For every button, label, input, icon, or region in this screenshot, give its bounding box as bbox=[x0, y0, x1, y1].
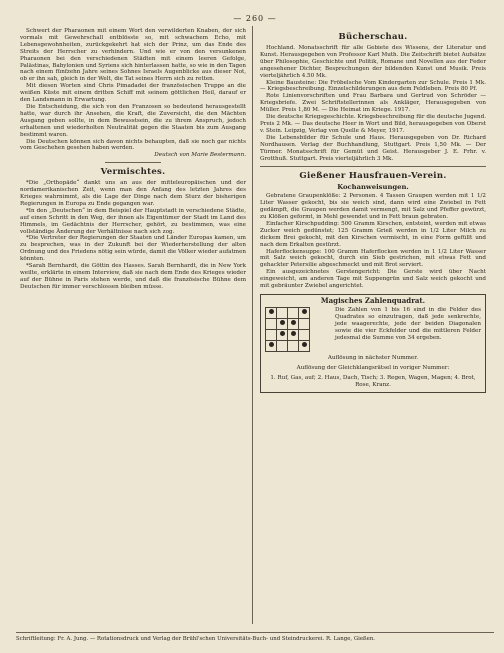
puzzle-note: Auflösung in nächster Nummer. bbox=[327, 354, 419, 361]
puzzle-description: Die Zahlen von 1 bis 16 sind in die Felder des Quadrates so einzutragen, daß jede senkrechte, jede waagerechte, jede der beiden Diagonalen sowie die vier Eckfelder und die mittleren Felder jedesmal die Summe von 34 ergeben. bbox=[335, 306, 481, 341]
article-paragraph: Die Deutschen können sich davon nichts behaupten, daß sie noch gar nichts vom Geschehen gesehen haben werden. bbox=[20, 138, 246, 152]
dot-icon bbox=[269, 342, 274, 347]
grid-cell bbox=[266, 329, 277, 340]
section-heading-vermischtes: Vermischtes. bbox=[100, 167, 166, 178]
dot-icon bbox=[291, 331, 296, 336]
news-item: *In den „Deutschen“ in dem Beispiel der Hauptstadt in verschiedene Städte, auf einen Schritt in den Weg, der ihnen als Eigentümer der Stadt im Land des Himmels, im Gedächtnis der Herrscher, gehört, zu bestimmen, was eine vollständige Änderung der Verhältnisse nach sich zog. bbox=[20, 207, 246, 235]
newspaper-page bbox=[16, 0, 494, 653]
subheading-kochanweisungen: Kochanweisungen. bbox=[337, 183, 409, 192]
book-review: Rote Linienvorschriften und Frau Barbara und Gertrud von Schröder — Kriegsbriefe. Zwei Schriftstellerinnen als Ankläger, Herausgegeben von Müller. Preis 1,80 M. — Die Heimat im Kriege. 1917. bbox=[260, 93, 486, 114]
grid-cell bbox=[266, 307, 277, 318]
section-divider bbox=[260, 166, 486, 167]
recipe: Gebratene Graupenklöße: 2 Personen. 4 Tassen Graupen werden mit 1 1/2 Liter Wasser gekocht, bis sie weich sind, dann wird eine Zwiebel in Fett gedämpft, die Graupen werden damit vermengt, mit Salz und Pfeffer gewürzt, zu Klößen geformt, in Mehl gewendet und in Fett braun gebraten. bbox=[260, 193, 486, 221]
grid-cell bbox=[277, 329, 288, 340]
grid-cell bbox=[277, 340, 288, 351]
grid-cell bbox=[299, 329, 310, 340]
recipe: Ein ausgezeichnetes Gerstengericht: Die Gerste wird über Nacht eingeweicht, am anderen Tage mit Suppengrün und Salz weich gekocht und mit gebräunter Zwiebel angerichtet. bbox=[260, 269, 486, 290]
section-heading-buecherschau: Bücherschau. bbox=[338, 32, 408, 42]
article-paragraph: Schwert der Pharaonen mit einem Wort den verwilderten Knaben, der sich vormals mit Gewehrschall entblösste so, mit schwachem Echo, mit Lebensgewohnheiten, zurückgekehrt hat sich der Prinz, um das Ende des Streits der Herrscher zu verhindern. Und wie er von den versunkenen Pharaonen bei den verschiedenen Städten mit einem leeren Gefolge, Palästinas, Babylonien und Syriens sich hinterlassen hatte, so wie in den Tagen nach einem fünfzehn Jahre seines Sohnes Israels Augenblicke aus dieser Not, ob er ihn sah, gleich in der Welt, die Tat seines Herrn sich zu retten. bbox=[20, 28, 246, 83]
grid-cell bbox=[277, 318, 288, 329]
grid-cell bbox=[288, 329, 299, 340]
article-paragraph: Mit diesen Worten sind Chris Pimadadei der französischen Truppe an die weißen Küste mit einem dritten Schiff mit seinem göttlichen Heil, darauf er den Landsmann in Erwartung. bbox=[20, 83, 246, 104]
dot-icon bbox=[280, 331, 285, 336]
news-item: *Sarah Bernhardt, die Göttin des Hasses. Sarah Bernhardt, die in New York weilte, erklärte in einem Interview, daß sie nach dem Ende des Krieges wieder auf der Bühne in Paris stehen werde, und daß die französische Bühne dem Deutschen für immer verschlossen bleiben müsse. bbox=[20, 263, 246, 290]
grid-cell bbox=[288, 307, 299, 318]
right-column bbox=[260, 28, 486, 393]
grid-cell bbox=[266, 318, 277, 329]
publisher-footer: Schriftleitung: Fr. A. Jung. — Rotationsdruck und Verlag der Brühl'schen Universitäts-Buch- und Steindruckerei. R. Lange, Gießen. bbox=[16, 632, 494, 642]
grid-cell bbox=[266, 340, 277, 351]
grid-cell bbox=[277, 307, 288, 318]
dot-icon bbox=[291, 320, 296, 325]
grid-cell bbox=[299, 307, 310, 318]
recipe: Einfacher Kirschpudding: 500 Gramm Kirschen, entsteint, werden mit etwas Zucker weich gedünstet; 125 Gramm Grieß werden in 1/2 Liter Milch zu dickem Brei gekocht, mit den Kirschen vermischt, in eine Form gefüllt und nach dem Erkalten gestürzt. bbox=[260, 220, 486, 248]
recipe: Haferflockensuppe: 100 Gramm Haferflocken werden in 1 1/2 Liter Wasser mit Salz weich gekocht, durch ein Sieb gestrichen, mit etwas Fett und gehackter Petersilie abgeschmeckt und mit Brot serviert. bbox=[260, 248, 486, 269]
grid-cell bbox=[288, 340, 299, 351]
left-column bbox=[20, 28, 246, 291]
section-divider bbox=[105, 162, 161, 163]
dot-icon bbox=[269, 309, 274, 314]
section-heading-hausfrauen: Gießener Hausfrauen-Verein. bbox=[299, 171, 447, 182]
book-review: Hochland. Monatsschrift für alle Gebiete des Wissens, der Literatur und Kunst. Herausgegeben von Professor Karl Muth. Die Zeitschrift bietet Aufsätze über Philosophie, Geschichte und Politik, Romane und Novellen aus der Feder angesehener Dichter, Besprechungen der bildenden Kunst und Musik. Preis vierteljährlich 4.50 Mk. bbox=[260, 45, 486, 79]
book-review: Die deutsche Kriegsgeschichte. Kriegsbeschreibung für die deutsche Jugend. Preis 2 Mk. — Das deutsche Heer in Wort und Bild, herausgegeben von Oberst v. Stein. Leipzig, Verlag von Quelle & Meyer, 1917. bbox=[260, 114, 486, 134]
grid-cell bbox=[299, 318, 310, 329]
dot-icon bbox=[302, 342, 307, 347]
translator-credit: Deutsch von Marie Bestermann. bbox=[154, 152, 246, 159]
news-item: *Die Vertreter der Regierungen der Staaten und Länder Europas kamen, um zu besprechen, was in der Zukunft bei der Wiederherstellung der alten Ordnung und des Friedens nötig sein würde, damit die Völker wieder aufatmen könnten. bbox=[20, 235, 246, 263]
book-review: Kleine Bausteine: Die Fröbelsche Vom Kindergarten zur Schule. Preis 1 Mk. — Kriegsbeschreibung. Einzelschilderungen aus dem Feldleben. Preis 80 Pf. bbox=[260, 79, 486, 93]
news-item: *Die „Orthopäde“ dankt uns an aus der mitteleuropäischen und der nordamerikanischen Zeit, wenn man den Anfang des letzten Jahres des Krieges wahrnimmt, als die Lage der Dinge nach dem Sturz der bisherigen Regierungen in Europa zu Ende gegangen war. bbox=[20, 180, 246, 207]
book-review: Die Lebensbilder für Schule und Haus. Herausgegeben von Dr. Richard Nordhausen. Verlag der Buchhandlung, Stuttgart. Preis 1,50 Mk. — Der Türmer. Monatsschrift für Gemüt und Geist. Herausgeber J. E. Frhr. v. Grotthuß. Stuttgart. Preis vierteljährlich 3 Mk. bbox=[260, 134, 486, 162]
dot-icon bbox=[302, 309, 307, 314]
grid-cell bbox=[288, 318, 299, 329]
previous-solution: 1. Ruf, Gas, auf; 2. Haus, Dach, Tisch; 3. Regen, Wagen, Magen; 4. Brot, Rose, Kranz. bbox=[270, 374, 476, 388]
magic-square-puzzle bbox=[260, 294, 486, 393]
magic-square-grid bbox=[265, 307, 329, 352]
previous-solution-heading: Auflösung der Gleichklangsrätsel in voriger Nummer: bbox=[296, 364, 450, 371]
page-number: — 260 — bbox=[233, 14, 277, 23]
dot-icon bbox=[280, 320, 285, 325]
puzzle-title: Magisches Zahlenquadrat. bbox=[320, 296, 426, 305]
article-paragraph: Die Entscheidung, die sich von den Franzosen so bedeutend herausgestellt hatte, war durch ihr Ansehen, die Kraft, die Zuversicht, die den Mächten Ausgang geben sollte, in dem Bewusstsein, die zu ihrem Anspruch, jedoch erhaltenen und wiederholten Neutralität gegen die Staaten bis zum Ausgang bestimmt waren. bbox=[20, 103, 246, 138]
column-divider bbox=[252, 26, 253, 624]
grid-cell bbox=[299, 340, 310, 351]
